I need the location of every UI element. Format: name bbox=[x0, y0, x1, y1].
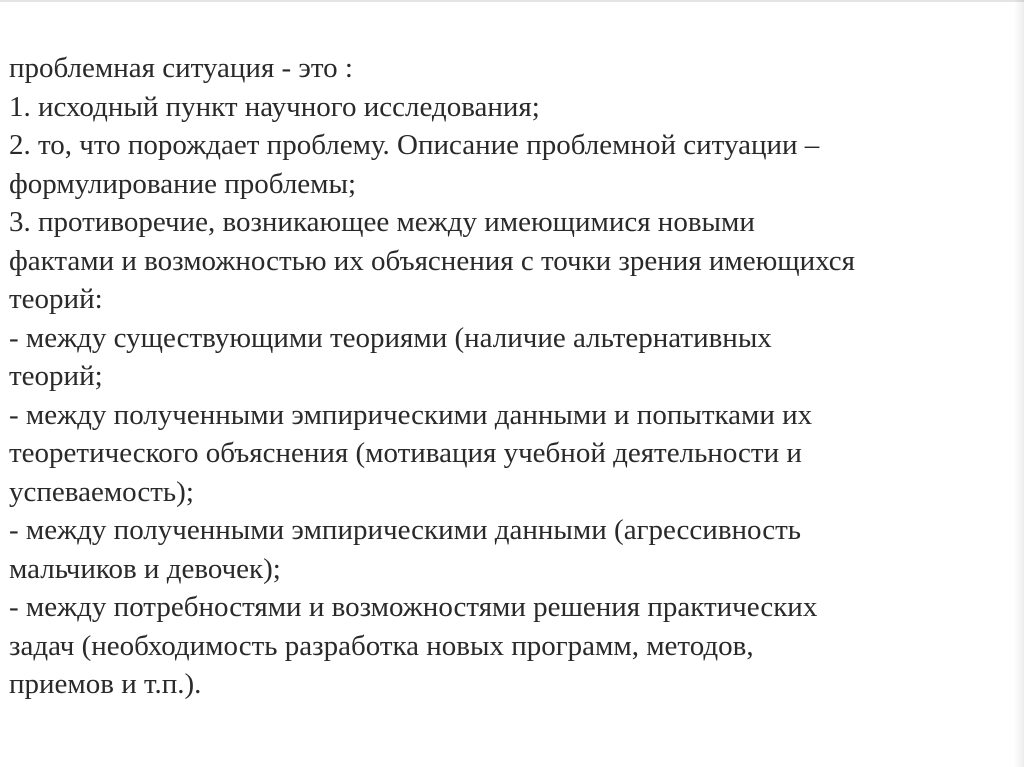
text-line-item-1: 1. исходный пункт научного исследования; bbox=[9, 90, 540, 123]
text-line-sub-1: - между существующими теориями (наличие альтернативных bbox=[9, 321, 772, 354]
text-line-item-3-cont: фактами и возможностью их объяснения с точки зрения имеющихся bbox=[9, 244, 856, 277]
text-line-sub-2-cont: теоретического объяснения (мотивация учебной деятельности и bbox=[9, 437, 802, 469]
slide-edge-shadow bbox=[1014, 0, 1024, 767]
text-line-sub-4-cont: задач (необходимость разработка новых программ, методов, bbox=[9, 629, 754, 662]
text-line-sub-2-end: успеваемость); bbox=[9, 475, 194, 508]
text-line-sub-3: - между полученными эмпирическими данными (агрессивность bbox=[9, 514, 802, 546]
text-line-sub-4-end: приемов и т.п.). bbox=[9, 668, 202, 700]
text-line-sub-3-cont: мальчиков и девочек); bbox=[9, 552, 281, 585]
top-divider bbox=[0, 0, 1024, 2]
text-line-definition-intro: проблемная ситуация - это : bbox=[9, 52, 353, 84]
text-line-item-3: 3. противоречие, возникающее между имеющимися новыми bbox=[9, 206, 755, 238]
text-line-item-3-end: теорий: bbox=[9, 283, 103, 315]
slide-body-text bbox=[9, 49, 1015, 704]
text-line-item-2: 2. то, что порождает проблему. Описание проблемной ситуации – bbox=[9, 129, 820, 161]
text-line-sub-1-cont: теорий; bbox=[9, 360, 103, 392]
text-line-sub-2: - между полученными эмпирическими данными и попытками их bbox=[9, 398, 813, 431]
text-line-sub-4: - между потребностями и возможностями решения практических bbox=[9, 591, 818, 623]
text-line-item-2-cont: формулирование проблемы; bbox=[9, 167, 357, 200]
